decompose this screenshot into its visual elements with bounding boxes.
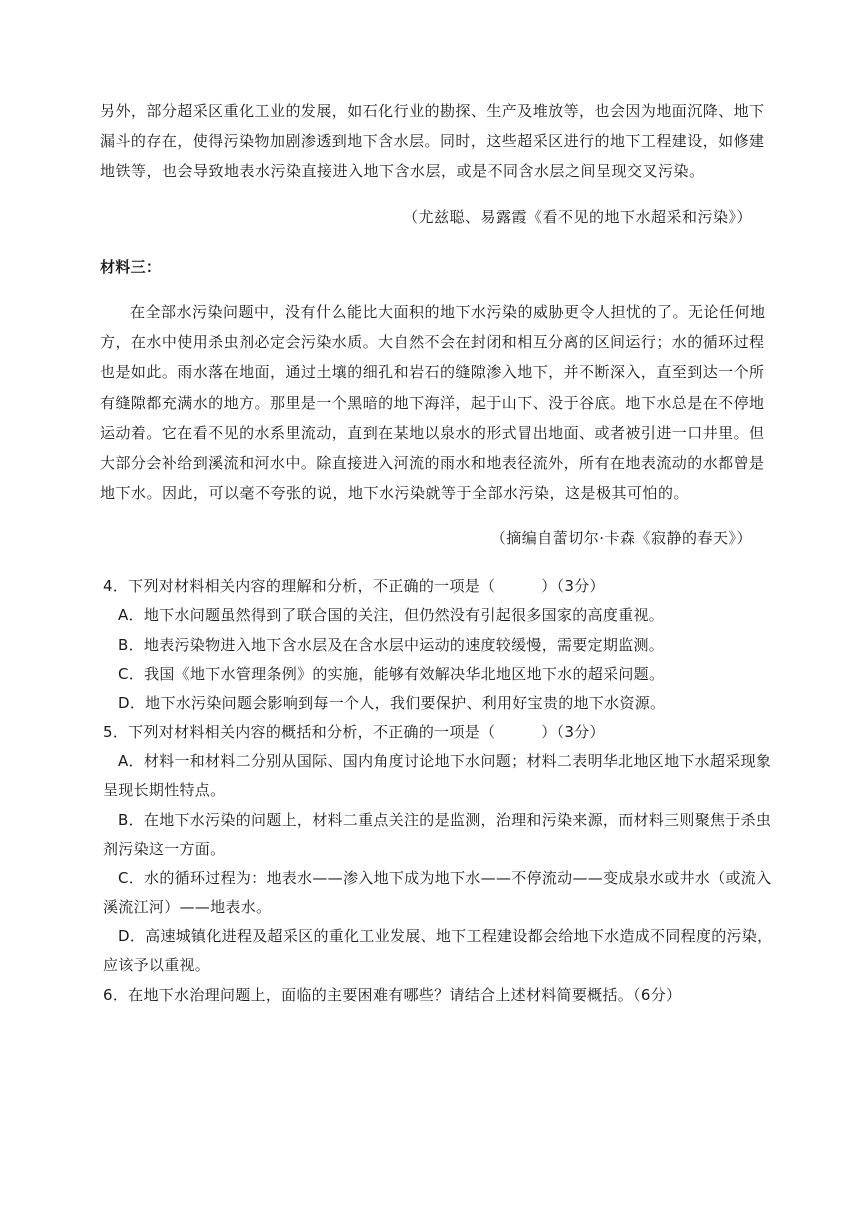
material2-citation: （尤兹聪、易露霞《看不见的地下水超采和污染》） [402, 208, 752, 226]
question-5-option-b-line-1[interactable]: B．在地下水污染的问题上，材料二重点关注的是监测，治理和污染来源，而材料三则聚焦于杀虫 [118, 811, 772, 829]
question-4-option-c[interactable]: C．我国《地下水管理条例》的实施，能够有效解决华北地区地下水的超采问题。 [118, 665, 665, 683]
material3-line-5: 运动着。它在看不见的水系里流动，直到在某地以泉水的形式冒出地面、或者被引进一口井里。但 [100, 424, 765, 442]
question-5-option-d-line-2[interactable]: 应该予以重视。 [103, 956, 211, 974]
question-4-option-a[interactable]: A．地下水问题虽然得到了联合国的关注，但仍然没有引起很多国家的高度重视。 [118, 606, 665, 624]
material3-line-2: 方，在水中使用杀虫剂必定会污染水质。大自然不会在封闭和相互分离的区间运行；水的循环过程 [100, 333, 765, 351]
material3-line-6: 大部分会补给到溪流和河水中。除直接进入河流的雨水和地表径流外，所有在地表流动的水都曾是 [100, 454, 765, 472]
question-5-option-d-line-1[interactable]: D．高速城镇化进程及超采区的重化工业发展、地下工程建设都会给地下水造成不同程度的污染， [118, 927, 773, 945]
question-5-option-a-line-2[interactable]: 呈现长期性特点。 [103, 781, 226, 799]
question-4-option-d[interactable]: D．地下水污染问题会影响到每一个人，我们要保护、利用好宝贵的地下水资源。 [118, 694, 666, 712]
material3-line-3: 也是如此。雨水落在地面，通过土壤的细孔和岩石的缝隙渗入地下，并不断深入，直至到达一个所 [100, 363, 765, 381]
material2-line-3: 地铁等，也会导致地表水污染直接进入地下含水层，或是不同含水层之间呈现交叉污染。 [100, 162, 705, 180]
question-4-option-b[interactable]: B．地表污染物进入地下含水层及在含水层中运动的速度较缓慢，需要定期监测。 [118, 636, 665, 654]
question-6-stem: 6．在地下水治理问题上，面临的主要困难有哪些？请结合上述材料简要概括。（6分） [103, 986, 682, 1004]
question-5-option-b-line-2[interactable]: 剂污染这一方面。 [103, 840, 226, 858]
material2-line-2: 漏斗的存在，使得污染物加剧渗透到地下含水层。同时，这些超采区进行的地下工程建设，如修建 [100, 132, 765, 150]
question-5-option-a-line-1[interactable]: A．材料一和材料二分别从国际、国内角度讨论地下水问题；材料二表明华北地区地下水超采现象 [118, 752, 772, 770]
material3-heading: 材料三： [100, 258, 162, 276]
question-5-stem: 5．下列对材料相关内容的概括和分析，不正确的一项是（ ）（3分） [103, 723, 605, 741]
material3-line-1: 在全部水污染问题中，没有什么能比大面积的地下水污染的威胁更令人担忧的了。无论任何地 [130, 303, 766, 321]
material3-line-4: 有缝隙都充满水的地方。那里是一个黑暗的地下海洋，起于山下、没于谷底。地下水总是在不停地 [100, 394, 765, 412]
material2-line-1: 另外，部分超采区重化工业的发展，如石化行业的勘探、生产及堆放等，也会因为地面沉降、地下 [100, 102, 765, 120]
question-5-option-c-line-1[interactable]: C．水的循环过程为：地表水——渗入地下成为地下水——不停流动——变成泉水或井水（或流入 [118, 869, 772, 887]
question-4-stem: 4．下列对材料相关内容的理解和分析，不正确的一项是（ ）（3分） [103, 577, 605, 595]
material3-citation: （摘编自蕾切尔·卡森《寂静的春天》） [490, 529, 752, 547]
question-5-option-c-line-2[interactable]: 溪流江河）——地表水。 [103, 898, 272, 916]
material3-line-7: 地下水。因此，可以毫不夸张的说，地下水污染就等于全部水污染，这是极其可怕的。 [100, 484, 690, 502]
